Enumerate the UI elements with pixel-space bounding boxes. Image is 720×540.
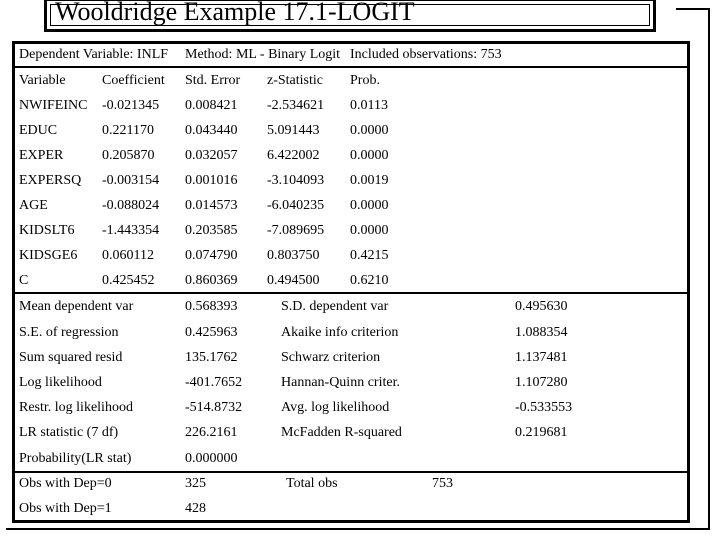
std-error-value: 0.203585 xyxy=(185,223,238,238)
stat-value: 1.107280 xyxy=(515,375,568,390)
prob-value: 0.0000 xyxy=(350,148,389,163)
stat-value: -514.8732 xyxy=(185,400,243,415)
obs-label: Obs with Dep=1 xyxy=(19,501,112,516)
variable-name: EXPER xyxy=(19,148,64,163)
coefficient-value: -0.003154 xyxy=(102,173,160,188)
prob-value: 0.0019 xyxy=(350,173,389,188)
stat-label: Log likelihood xyxy=(19,375,102,390)
stat-value: 135.1762 xyxy=(185,350,238,365)
z-statistic-value: 0.494500 xyxy=(267,273,320,288)
coefficient-value: 0.425452 xyxy=(102,273,155,288)
stat-label: Restr. log likelihood xyxy=(19,400,133,415)
stat-label: Avg. log likelihood xyxy=(281,400,390,415)
coefficient-value: -0.021345 xyxy=(102,98,160,113)
stat-value: -0.533553 xyxy=(515,400,573,415)
z-statistic-value: 6.422002 xyxy=(267,148,320,163)
stat-value: 0.568393 xyxy=(185,299,238,314)
stat-label: Sum squared resid xyxy=(19,350,123,365)
prob-value: 0.0000 xyxy=(350,223,389,238)
stat-label: Probability(LR stat) xyxy=(19,451,132,466)
stat-label: Hannan-Quinn criter. xyxy=(281,375,400,390)
obs-label: Total obs xyxy=(286,476,338,491)
column-header-prob: Prob. xyxy=(350,73,380,88)
z-statistic-value: -6.040235 xyxy=(267,198,325,213)
coefficient-value: -1.443354 xyxy=(102,223,160,238)
std-error-value: 0.001016 xyxy=(185,173,238,188)
std-error-value: 0.032057 xyxy=(185,148,238,163)
stat-label: S.D. dependent var xyxy=(281,299,389,314)
z-statistic-value: 0.803750 xyxy=(267,248,320,263)
dependent-variable-label: Dependent Variable: INLF xyxy=(19,47,169,62)
column-header-std-error: Std. Error xyxy=(185,73,241,88)
variable-name: C xyxy=(19,273,29,288)
column-header-variable: Variable xyxy=(19,73,66,88)
corner-line-top xyxy=(676,8,710,10)
prob-value: 0.0000 xyxy=(350,123,389,138)
coefficients-divider xyxy=(15,292,687,294)
variable-name: EXPERSQ xyxy=(19,173,82,188)
stat-value: 0.425963 xyxy=(185,325,238,340)
std-error-value: 0.014573 xyxy=(185,198,238,213)
stat-value: 0.000000 xyxy=(185,451,238,466)
prob-value: 0.0000 xyxy=(350,198,389,213)
z-statistic-value: -2.534621 xyxy=(267,98,325,113)
stat-label: S.E. of regression xyxy=(19,325,119,340)
z-statistic-value: 5.091443 xyxy=(267,123,320,138)
stats-divider xyxy=(15,471,687,473)
stat-value: 1.088354 xyxy=(515,325,568,340)
stat-value: -401.7652 xyxy=(185,375,243,390)
prob-value: 0.0113 xyxy=(350,98,388,113)
variable-name: KIDSLT6 xyxy=(19,223,75,238)
corner-line-bottom xyxy=(6,528,710,530)
stat-value: 0.495630 xyxy=(515,299,568,314)
variable-name: AGE xyxy=(19,198,48,213)
prob-value: 0.4215 xyxy=(350,248,389,263)
stat-label: Akaike info criterion xyxy=(281,325,399,340)
stat-value: 1.137481 xyxy=(515,350,568,365)
stat-label: McFadden R-squared xyxy=(281,425,402,440)
obs-value: 325 xyxy=(185,476,206,491)
corner-line-right xyxy=(708,8,710,528)
obs-value: 753 xyxy=(432,476,453,491)
column-header-coefficient: Coefficient xyxy=(102,73,165,88)
variable-name: KIDSGE6 xyxy=(19,248,78,263)
coefficient-value: 0.221170 xyxy=(102,123,154,138)
obs-value: 428 xyxy=(185,501,206,516)
coefficient-value: -0.088024 xyxy=(102,198,160,213)
included-observations-label: Included observations: 753 xyxy=(350,47,502,62)
std-error-value: 0.860369 xyxy=(185,273,238,288)
stat-value: 226.2161 xyxy=(185,425,238,440)
coefficient-value: 0.205870 xyxy=(102,148,155,163)
variable-name: NWIFEINC xyxy=(19,98,88,113)
stat-label: LR statistic (7 df) xyxy=(19,425,119,440)
slide-title: Wooldridge Example 17.1-LOGIT xyxy=(55,0,415,26)
z-statistic-value: -7.089695 xyxy=(267,223,325,238)
method-label: Method: ML - Binary Logit xyxy=(185,47,341,62)
column-header-z-statistic: z-Statistic xyxy=(267,73,323,88)
z-statistic-value: -3.104093 xyxy=(267,173,325,188)
coefficient-value: 0.060112 xyxy=(102,248,154,263)
obs-label: Obs with Dep=0 xyxy=(19,476,112,491)
std-error-value: 0.074790 xyxy=(185,248,238,263)
prob-value: 0.6210 xyxy=(350,273,389,288)
stat-label: Schwarz criterion xyxy=(281,350,381,365)
header-divider xyxy=(15,66,687,68)
stat-label: Mean dependent var xyxy=(19,299,134,314)
std-error-value: 0.043440 xyxy=(185,123,238,138)
variable-name: EDUC xyxy=(19,123,58,138)
stat-value: 0.219681 xyxy=(515,425,568,440)
std-error-value: 0.008421 xyxy=(185,98,238,113)
